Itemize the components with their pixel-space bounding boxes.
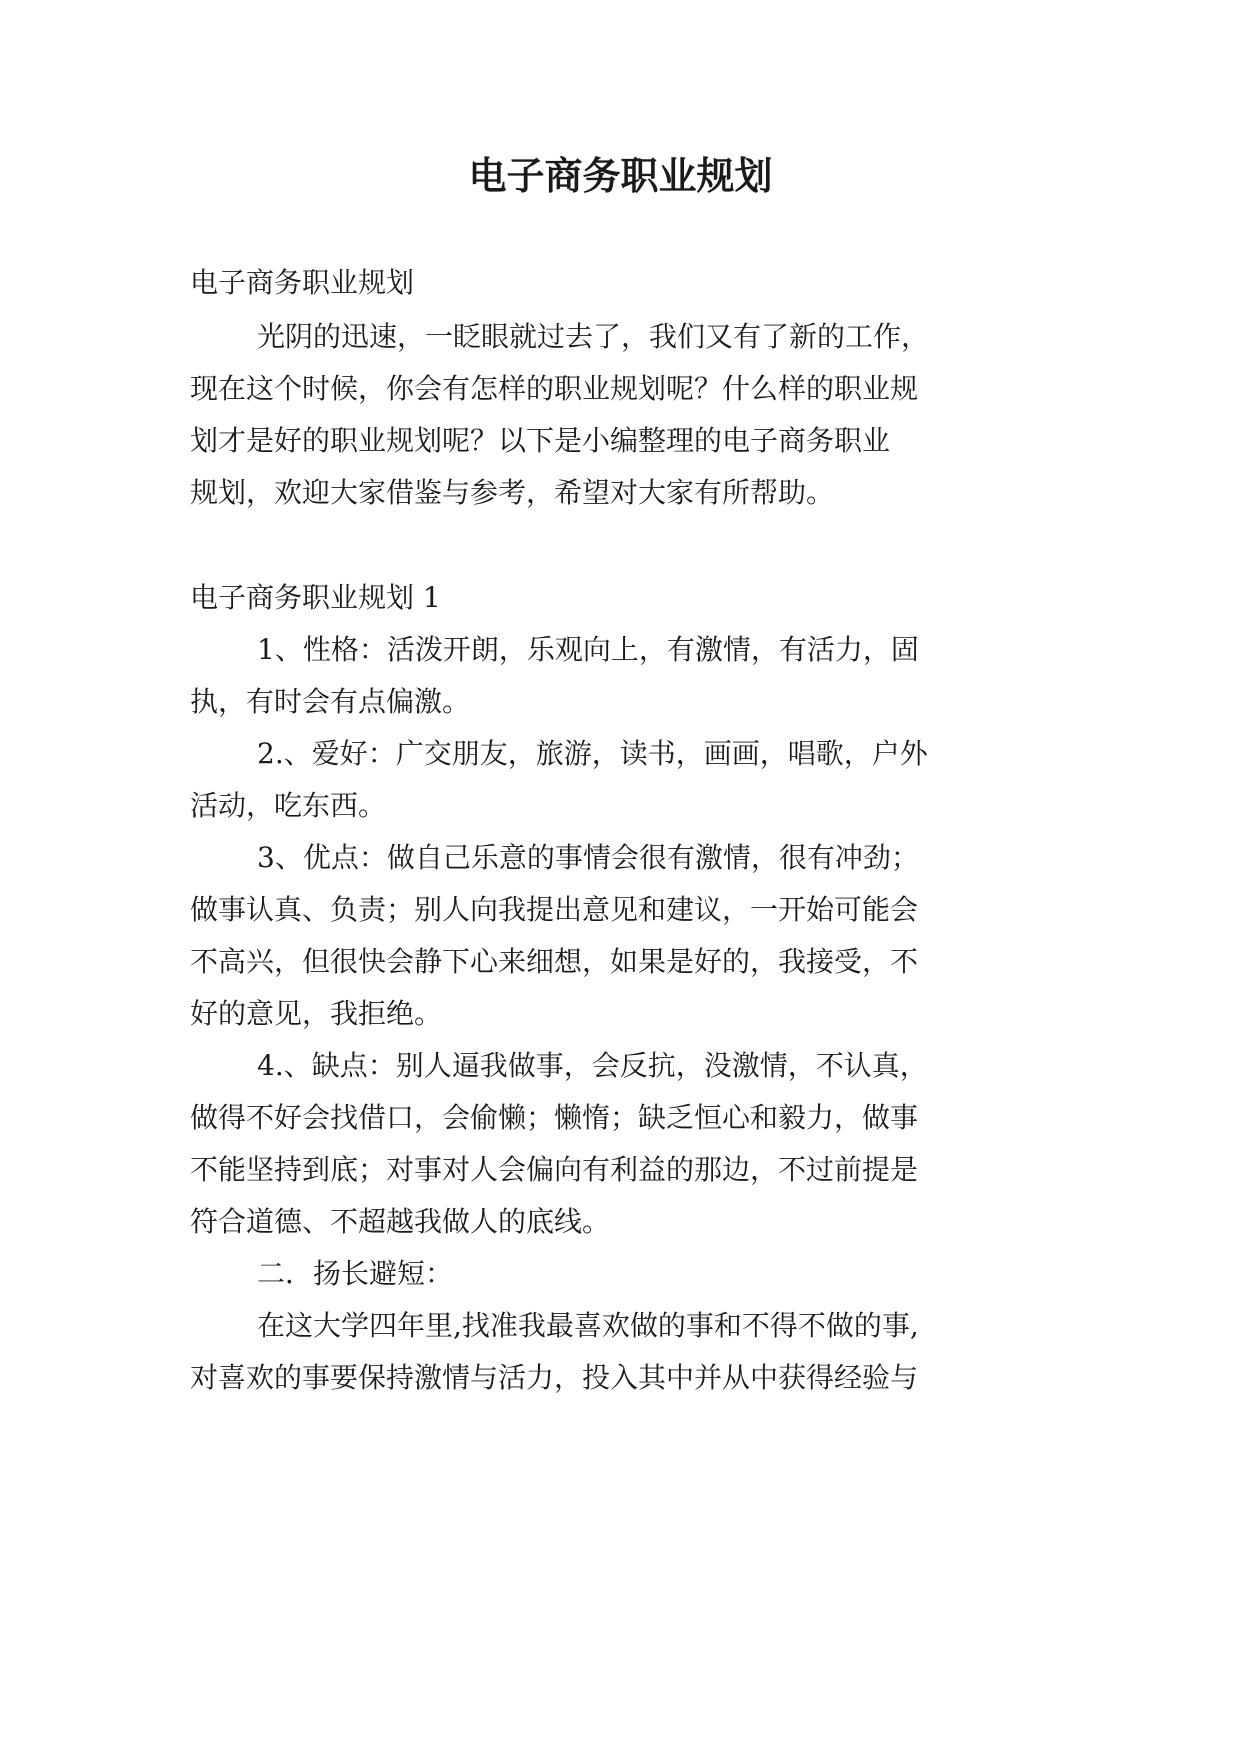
item-3-line: 好的意见，我拒绝。 [190, 997, 443, 1030]
item-3-line: 不高兴，但很快会静下心来细想，如果是好的，我接受，不 [190, 945, 919, 978]
intro-paragraph-line: 光阴的迅速，一眨眼就过去了，我们又有了新的工作， [257, 320, 930, 353]
final-paragraph-line: 对喜欢的事要保持激情与活力，投入其中并从中获得经验与 [190, 1361, 919, 1394]
document-title: 电子商务职业规划 [468, 154, 773, 198]
item-4-line: 做得不好会找借口，会偷懒；懒惰；缺乏恒心和毅力，做事 [190, 1101, 919, 1134]
document-subtitle: 电子商务职业规划 [190, 266, 415, 299]
item-2-line: 活动，吃东西。 [190, 789, 387, 822]
item-4-line: 符合道德、不超越我做人的底线。 [190, 1205, 611, 1238]
item-4-line: 不能坚持到底；对事对人会偏向有利益的那边，不过前提是 [190, 1153, 919, 1186]
item-3-line: 做事认真、负责；别人向我提出意见和建议，一开始可能会 [190, 893, 919, 926]
section-heading: 电子商务职业规划 1 [190, 581, 441, 614]
section-2-heading: 二．扬长避短： [257, 1257, 454, 1290]
item-2-line: 2.、爱好：广交朋友，旅游，读书，画画，唱歌，户外 [257, 737, 928, 770]
item-3-line: 3、优点：做自己乐意的事情会很有激情，很有冲劲； [257, 841, 919, 874]
final-paragraph-line: 在这大学四年里,找准我最喜欢做的事和不得不做的事, [257, 1309, 919, 1342]
intro-paragraph-line: 规划，欢迎大家借鉴与参考，希望对大家有所帮助。 [190, 476, 835, 509]
item-1-line: 执，有时会有点偏激。 [190, 685, 471, 718]
intro-paragraph-line: 划才是好的职业规划呢？以下是小编整理的电子商务职业 [190, 424, 891, 457]
intro-paragraph-line: 现在这个时候，你会有怎样的职业规划呢？什么样的职业规 [190, 372, 919, 405]
item-1-line: 1、性格：活泼开朗，乐观向上，有激情，有活力，固 [257, 633, 919, 666]
item-4-line: 4.、缺点：别人逼我做事，会反抗，没激情，不认真， [257, 1049, 928, 1082]
